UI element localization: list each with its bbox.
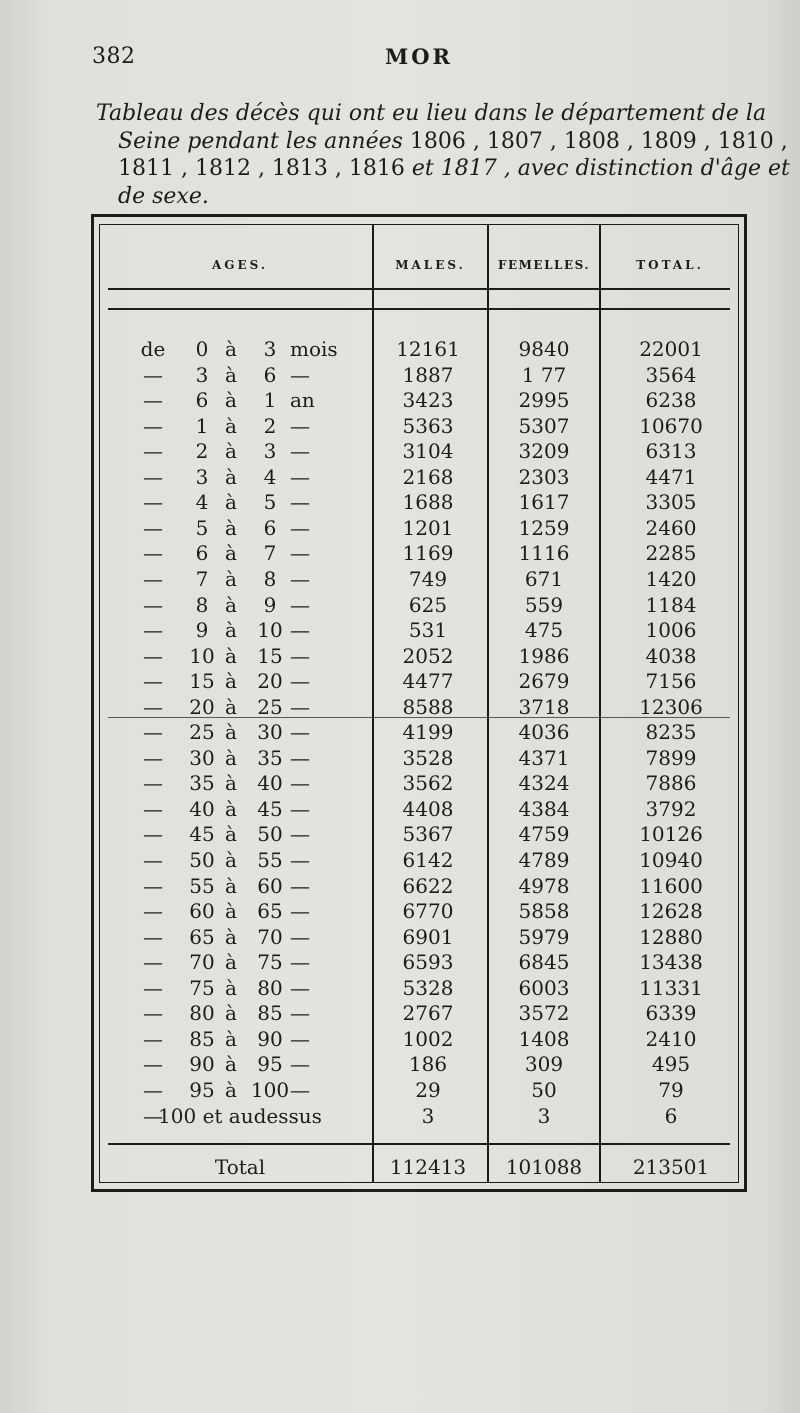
- age-suffix: —: [290, 822, 310, 847]
- age-to: 3: [263, 439, 277, 464]
- age-prefix: —: [143, 822, 163, 847]
- femelles-value: 3572: [518, 1001, 570, 1026]
- age-separator: à: [225, 541, 237, 566]
- table-row: [0, 465, 800, 491]
- age-to: 8: [263, 566, 277, 591]
- age-from: 10: [189, 643, 215, 668]
- age-separator: à: [225, 822, 237, 847]
- males-value: 5328: [402, 975, 454, 1000]
- age-suffix: —: [290, 490, 310, 515]
- age-prefix: —: [143, 1001, 163, 1026]
- table-title: [96, 100, 790, 210]
- age-to: 25: [257, 694, 283, 719]
- total-label: Total: [214, 1155, 266, 1179]
- age-to: 70: [257, 924, 283, 949]
- age-to: 10: [257, 618, 283, 643]
- age-suffix: —: [290, 643, 310, 668]
- age-from: 8: [195, 592, 209, 617]
- males-value: 6622: [402, 873, 454, 898]
- age-prefix: —: [143, 464, 163, 489]
- age-to: 4: [263, 464, 277, 489]
- table-row: [0, 337, 800, 363]
- total-value: 2410: [645, 1026, 697, 1051]
- title-line: Tableau des décès qui ont eu lieu dans le département de la: [96, 101, 767, 126]
- age-suffix: —: [290, 515, 310, 540]
- age-from: 6: [195, 541, 209, 566]
- age-separator: à: [225, 1001, 237, 1026]
- age-from: 0: [195, 337, 209, 361]
- age-from: 70: [189, 950, 215, 975]
- age-prefix: de: [140, 337, 166, 361]
- age-suffix: —: [290, 1001, 310, 1026]
- age-separator: à: [225, 745, 237, 770]
- age-from: 50: [189, 848, 215, 872]
- age-separator: à: [225, 388, 237, 413]
- total-value: 3305: [645, 490, 697, 515]
- age-prefix: —: [143, 899, 163, 924]
- total-value: 7156: [645, 669, 697, 694]
- total-rule: [108, 1143, 730, 1145]
- age-suffix: —: [290, 796, 310, 821]
- header-rule: [108, 308, 730, 310]
- total-value: 6313: [645, 439, 697, 464]
- age-suffix: an: [290, 388, 315, 413]
- age-separator: à: [225, 413, 237, 438]
- total-value: 6: [664, 1103, 678, 1128]
- age-prefix: —: [143, 669, 163, 694]
- age-separator: à: [225, 899, 237, 924]
- total-males: 112413: [389, 1155, 467, 1179]
- age-prefix: —: [143, 592, 163, 617]
- header-femelles: FEMELLES.: [497, 258, 591, 272]
- table-row: [0, 720, 800, 746]
- males-value: 186: [408, 1052, 448, 1077]
- running-head: MOR: [385, 44, 453, 69]
- age-from: 6: [195, 388, 209, 413]
- males-value: 2767: [402, 1001, 454, 1026]
- total-value: 22001: [639, 337, 703, 361]
- age-to: 90: [257, 1026, 283, 1051]
- femelles-value: 1408: [518, 1026, 570, 1051]
- age-from: 2: [195, 439, 209, 464]
- age-suffix: —: [290, 1052, 310, 1077]
- femelles-value: 5307: [518, 413, 570, 438]
- age-prefix: —: [143, 1026, 163, 1051]
- age-separator: à: [225, 924, 237, 949]
- femelles-value: 4324: [518, 771, 570, 796]
- table-row: [0, 516, 800, 542]
- age-separator: à: [225, 694, 237, 719]
- table-row: [0, 439, 800, 465]
- table-row: [0, 669, 800, 695]
- table-row: [0, 593, 800, 619]
- age-suffix: —: [290, 745, 310, 770]
- table-row: [0, 848, 800, 874]
- males-value: 3423: [402, 388, 454, 413]
- males-value: 8588: [402, 694, 454, 719]
- femelles-value: 4789: [518, 848, 570, 872]
- age-suffix: —: [290, 975, 310, 1000]
- age-prefix: —: [143, 924, 163, 949]
- total-value: 13438: [639, 950, 703, 975]
- femelles-value: 4371: [518, 745, 570, 770]
- age-separator: à: [225, 1052, 237, 1077]
- total-value: 7899: [645, 745, 697, 770]
- males-value: 531: [408, 618, 448, 643]
- header-rule: [108, 288, 730, 290]
- age-to: 6: [263, 362, 277, 387]
- males-value: 6593: [402, 950, 454, 975]
- males-value: 6770: [402, 899, 454, 924]
- age-to: 85: [257, 1001, 283, 1026]
- males-value: 29: [415, 1077, 441, 1102]
- table-row: [0, 1104, 800, 1130]
- age-separator: à: [225, 771, 237, 796]
- title-line: Seine pendant les années 1806 , 1807 , 1808 , 1809 , 1810 ,: [118, 128, 788, 154]
- age-to: 55: [257, 848, 283, 872]
- age-prefix: —: [143, 694, 163, 719]
- total-row: [0, 1153, 800, 1181]
- table-row: [0, 695, 800, 721]
- femelles-value: 1617: [518, 490, 570, 515]
- total-value: 6238: [645, 388, 697, 413]
- total-value: 4471: [645, 464, 697, 489]
- age-suffix: —: [290, 950, 310, 975]
- femelles-value: 5979: [518, 924, 570, 949]
- total-femelles: 101088: [505, 1155, 583, 1179]
- age-to: 7: [263, 541, 277, 566]
- age-prefix: —: [143, 413, 163, 438]
- age-separator: à: [225, 592, 237, 617]
- age-suffix: —: [290, 1077, 310, 1102]
- femelles-value: 6003: [518, 975, 570, 1000]
- age-prefix: —: [143, 1052, 163, 1077]
- total-value: 1184: [645, 592, 697, 617]
- age-separator: à: [225, 1026, 237, 1051]
- femelles-value: 3718: [518, 694, 570, 719]
- total-value: 12628: [639, 899, 703, 924]
- age-suffix: —: [290, 413, 310, 438]
- age-from: 1: [195, 413, 209, 438]
- age-separator: à: [225, 796, 237, 821]
- males-value: 4199: [402, 720, 454, 745]
- femelles-value: 2679: [518, 669, 570, 694]
- males-value: 625: [408, 592, 448, 617]
- age-prefix: —: [143, 566, 163, 591]
- males-value: 3562: [402, 771, 454, 796]
- males-value: 3: [421, 1103, 435, 1128]
- age-prefix: —: [143, 515, 163, 540]
- title-line: de sexe.: [118, 183, 209, 209]
- age-to: 3: [263, 337, 277, 361]
- age-from: 40: [189, 796, 215, 821]
- femelles-value: 309: [524, 1052, 564, 1077]
- age-to: 100: [250, 1077, 290, 1102]
- age-separator: à: [225, 643, 237, 668]
- femelles-value: 50: [531, 1077, 557, 1102]
- age-prefix: —: [143, 618, 163, 643]
- table-row: [0, 899, 800, 925]
- age-separator: à: [225, 515, 237, 540]
- age-from: 5: [195, 515, 209, 540]
- age-prefix: —: [143, 1077, 163, 1102]
- males-value: 5367: [402, 822, 454, 847]
- age-from: 55: [189, 873, 215, 898]
- age-prefix: —: [143, 439, 163, 464]
- age-from: 30: [189, 745, 215, 770]
- age-prefix: —: [143, 771, 163, 796]
- total-value: 3792: [645, 796, 697, 821]
- age-to: 60: [257, 873, 283, 898]
- age-suffix: —: [290, 362, 310, 387]
- total-value: 8235: [645, 720, 697, 745]
- age-suffix: —: [290, 899, 310, 924]
- table-row: [0, 644, 800, 670]
- age-suffix: —: [290, 592, 310, 617]
- total-value: 12880: [639, 924, 703, 949]
- table-row: [0, 567, 800, 593]
- femelles-value: 4759: [518, 822, 570, 847]
- age-to: 75: [257, 950, 283, 975]
- age-to: 35: [257, 745, 283, 770]
- age-to: 65: [257, 899, 283, 924]
- femelles-value: 671: [524, 566, 564, 591]
- table-row: [0, 976, 800, 1002]
- age-from: 25: [189, 720, 215, 745]
- page-number: 382: [92, 44, 136, 69]
- age-from: 4: [195, 490, 209, 515]
- total-value: 7886: [645, 771, 697, 796]
- total-value: 79: [658, 1077, 684, 1102]
- total-value: 1006: [645, 618, 697, 643]
- table-row: [0, 771, 800, 797]
- age-from: 35: [189, 771, 215, 796]
- femelles-value: 1 77: [521, 362, 567, 387]
- age-suffix: —: [290, 873, 310, 898]
- header-ages: AGES.: [211, 258, 269, 272]
- males-value: 1201: [402, 515, 454, 540]
- males-value: 1887: [402, 362, 454, 387]
- age-to: 9: [263, 592, 277, 617]
- table-row: [0, 1078, 800, 1104]
- table-row: [0, 925, 800, 951]
- age-range: 100 et audessus: [158, 1103, 322, 1128]
- age-suffix: —: [290, 1026, 310, 1051]
- femelles-value: 5858: [518, 899, 570, 924]
- femelles-value: 3209: [518, 439, 570, 464]
- total-value: 10940: [639, 848, 703, 872]
- age-to: 45: [257, 796, 283, 821]
- age-from: 75: [189, 975, 215, 1000]
- age-to: 40: [257, 771, 283, 796]
- age-separator: à: [225, 337, 237, 361]
- age-separator: à: [225, 950, 237, 975]
- age-suffix: —: [290, 618, 310, 643]
- age-prefix: —: [143, 745, 163, 770]
- table-row: [0, 541, 800, 567]
- males-value: 1169: [402, 541, 454, 566]
- femelles-value: 559: [524, 592, 564, 617]
- total-value: 11600: [639, 873, 703, 898]
- total-value: 4038: [645, 643, 697, 668]
- total-value: 2285: [645, 541, 697, 566]
- femelles-value: 6845: [518, 950, 570, 975]
- age-suffix: —: [290, 541, 310, 566]
- table-row: [0, 388, 800, 414]
- table-row: [0, 1052, 800, 1078]
- total-value: 6339: [645, 1001, 697, 1026]
- males-value: 2052: [402, 643, 454, 668]
- age-separator: à: [225, 848, 237, 872]
- age-to: 80: [257, 975, 283, 1000]
- femelles-value: 3: [537, 1103, 551, 1128]
- age-prefix: —: [143, 490, 163, 515]
- age-separator: à: [225, 490, 237, 515]
- femelles-value: 9840: [518, 337, 570, 361]
- femelles-value: 4036: [518, 720, 570, 745]
- males-value: 3104: [402, 439, 454, 464]
- age-suffix: —: [290, 439, 310, 464]
- males-value: 5363: [402, 413, 454, 438]
- males-value: 1688: [402, 490, 454, 515]
- total-value: 10670: [639, 413, 703, 438]
- header-males: MALES.: [395, 258, 466, 272]
- males-value: 749: [408, 566, 448, 591]
- age-suffix: —: [290, 720, 310, 745]
- table-row: [0, 363, 800, 389]
- femelles-value: 2995: [518, 388, 570, 413]
- age-suffix: —: [290, 694, 310, 719]
- age-separator: à: [225, 720, 237, 745]
- age-separator: à: [225, 669, 237, 694]
- age-from: 80: [189, 1001, 215, 1026]
- age-prefix: —: [143, 873, 163, 898]
- age-prefix: —: [143, 541, 163, 566]
- age-separator: à: [225, 464, 237, 489]
- age-separator: à: [225, 618, 237, 643]
- age-separator: à: [225, 1077, 237, 1102]
- title-line: 1811 , 1812 , 1813 , 1816 et 1817 , avec distinction d'âge et: [118, 156, 790, 181]
- total-value: 2460: [645, 515, 697, 540]
- femelles-value: 4978: [518, 873, 570, 898]
- age-suffix: —: [290, 566, 310, 591]
- age-from: 15: [189, 669, 215, 694]
- age-separator: à: [225, 362, 237, 387]
- age-suffix: —: [290, 669, 310, 694]
- age-to: 15: [257, 643, 283, 668]
- age-separator: à: [225, 975, 237, 1000]
- age-prefix: —: [143, 720, 163, 745]
- males-value: 12161: [396, 337, 460, 361]
- age-suffix: —: [290, 771, 310, 796]
- males-value: 2168: [402, 464, 454, 489]
- femelles-value: 1986: [518, 643, 570, 668]
- table-row: [0, 618, 800, 644]
- table-row: [0, 950, 800, 976]
- age-to: 5: [263, 490, 277, 515]
- table-row: [0, 874, 800, 900]
- total-value: 495: [651, 1052, 691, 1077]
- table-row: [0, 1001, 800, 1027]
- age-suffix: —: [290, 464, 310, 489]
- age-to: 20: [257, 669, 283, 694]
- table-row: [0, 746, 800, 772]
- age-to: 95: [257, 1052, 283, 1077]
- age-from: 3: [195, 362, 209, 387]
- males-value: 1002: [402, 1026, 454, 1051]
- total-value: 1420: [645, 566, 697, 591]
- age-prefix: —: [143, 643, 163, 668]
- age-from: 20: [189, 694, 215, 719]
- age-prefix: —: [143, 848, 163, 872]
- femelles-value: 1116: [518, 541, 570, 566]
- total-value: 12306: [639, 694, 703, 719]
- femelles-value: 2303: [518, 464, 570, 489]
- age-from: 85: [189, 1026, 215, 1051]
- table-row: [0, 797, 800, 823]
- age-prefix: —: [143, 388, 163, 413]
- age-from: 3: [195, 464, 209, 489]
- age-from: 65: [189, 924, 215, 949]
- age-prefix: —: [143, 1103, 163, 1128]
- males-value: 3528: [402, 745, 454, 770]
- age-from: 45: [189, 822, 215, 847]
- table-row: [0, 1027, 800, 1053]
- femelles-value: 1259: [518, 515, 570, 540]
- age-from: 95: [189, 1077, 215, 1102]
- age-suffix: mois: [290, 337, 338, 361]
- table-row: [0, 490, 800, 516]
- age-separator: à: [225, 439, 237, 464]
- age-to: 6: [263, 515, 277, 540]
- age-from: 7: [195, 566, 209, 591]
- males-value: 6901: [402, 924, 454, 949]
- age-prefix: —: [143, 362, 163, 387]
- header-total: TOTAL.: [636, 258, 704, 272]
- age-to: 1: [263, 388, 277, 413]
- age-from: 60: [189, 899, 215, 924]
- femelles-value: 4384: [518, 796, 570, 821]
- males-value: 6142: [402, 848, 454, 872]
- age-from: 90: [189, 1052, 215, 1077]
- total-value: 10126: [639, 822, 703, 847]
- total-value: 3564: [645, 362, 697, 387]
- table-row: [0, 414, 800, 440]
- femelles-value: 475: [524, 618, 564, 643]
- age-to: 2: [263, 413, 277, 438]
- age-suffix: —: [290, 924, 310, 949]
- age-prefix: —: [143, 950, 163, 975]
- age-to: 30: [257, 720, 283, 745]
- age-prefix: —: [143, 796, 163, 821]
- males-value: 4408: [402, 796, 454, 821]
- table-row: [0, 822, 800, 848]
- age-separator: à: [225, 566, 237, 591]
- total-total: 213501: [632, 1155, 710, 1179]
- age-separator: à: [225, 873, 237, 898]
- age-to: 50: [257, 822, 283, 847]
- males-value: 4477: [402, 669, 454, 694]
- total-value: 11331: [639, 975, 703, 1000]
- age-suffix: —: [290, 848, 310, 872]
- age-from: 9: [195, 618, 209, 643]
- age-prefix: —: [143, 975, 163, 1000]
